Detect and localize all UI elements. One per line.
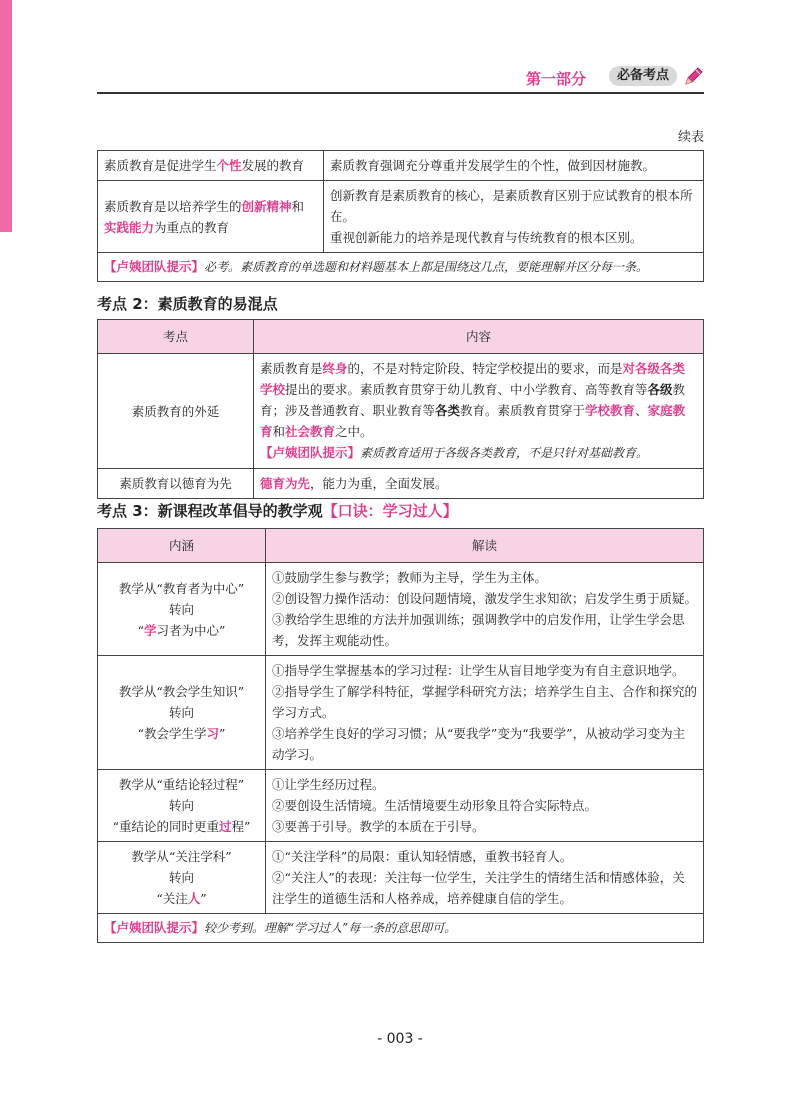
tip-label: 【卢姨团队提示】	[260, 445, 361, 460]
table-cell: 教学从“教会学生知识” 转向 “教会学生学习”	[98, 656, 266, 770]
tip-cell	[98, 914, 704, 943]
table-cell	[266, 770, 704, 842]
table-cell: 素质教育是促进学生个性发展的教育	[98, 151, 324, 181]
list-item: ①让学生经历过程。	[272, 777, 385, 792]
side-tab	[0, 0, 12, 232]
table-header-row	[98, 529, 704, 563]
table-cell: 创新教育是素质教育的核心，是素质教育区别于应试教育的根本所在。 重视创新能力的培养是现代教育与传统教育的根本区别。	[324, 181, 704, 253]
table-row	[98, 181, 704, 253]
tip-text: 较少考到。理解“学习过人”每一条的意思即可。	[204, 921, 457, 935]
list-item: ③教给学生思维的方法并加强训练；强调教学中的启发作用，让学生学会思考，发挥主观能动性。	[272, 612, 685, 648]
page-header	[97, 66, 704, 90]
list-item: ①“关注学科”的局限：重认知轻情感，重教书轻育人。	[272, 849, 573, 864]
mnemonic: 【口诀：学习过人】	[322, 502, 458, 520]
section-badge: 必备考点	[609, 66, 677, 86]
page-number: - 003 -	[377, 1031, 423, 1047]
part-title: 第一部分	[525, 70, 586, 88]
table-cell	[266, 842, 704, 914]
list-item: ①鼓励学生参与教学；教师为主导，学生为主体。	[272, 570, 548, 585]
list-item: ③要善于引导。教学的本质在于引导。	[272, 819, 485, 834]
list-item: ②“关注人”的表现：关注每一位学生，关注学生的情绪生活和情感体验，关注学生的道德生活和人格养成，培养健康自信的学生。	[272, 870, 685, 906]
tip-label: 【卢姨团队提示】	[104, 259, 205, 274]
tip-cell	[98, 253, 704, 282]
table-cell: 素质教育是终身的，不是对特定阶段、特定学校提出的要求，而是对各级各类学校提出的要求。素质教育贯穿于幼儿教育、中小学教育、高等教育等各级教育；涉及普通教育、职业教育等各类教育。素质教育贯穿于学校教育、家庭教育和社会教育之中。 【卢姨团队提示】素质教育适用于各级各类教育，不是只针对基础教育。	[254, 354, 704, 469]
tip-row	[98, 253, 704, 282]
table-cell: 素质教育以德育为先	[98, 469, 254, 499]
tip-row	[98, 914, 704, 943]
list-item: ②创设智力操作活动：创设问题情境，激发学生求知欲；启发学生勇于质疑。	[272, 591, 698, 606]
list-item: ②指导学生了解学科特征，掌握学科研究方法；培养学生自主、合作和探究的学习方式。	[272, 684, 698, 720]
table-cell: 德育为先，能力为重，全面发展。	[254, 469, 704, 499]
table-cell: 素质教育强调充分尊重并发展学生的个性，做到因材施教。	[324, 151, 704, 181]
table-header-row	[98, 320, 704, 354]
table-cell: 教学从“关注学科” 转向 “关注人”	[98, 842, 266, 914]
section-title: 考点 3：新课程改革倡导的教学观【口诀：学习过人】	[97, 502, 458, 520]
list-item: ②要创设生活情境。生活情境要生动形象且符合实际特点。	[272, 798, 598, 813]
column-header: 内涵	[98, 529, 266, 563]
column-header: 考点	[98, 320, 254, 354]
table-cell	[266, 656, 704, 770]
table-row	[98, 151, 704, 181]
table-section2	[97, 319, 704, 499]
table-row	[98, 469, 704, 499]
tip-label: 【卢姨团队提示】	[104, 920, 205, 935]
tip-text: 素质教育适用于各级各类教育，不是只针对基础教育。	[360, 446, 649, 460]
header-rule	[97, 92, 704, 94]
table-section3	[97, 528, 704, 943]
table-row	[98, 656, 704, 770]
column-header: 解读	[266, 529, 704, 563]
table-cell: 素质教育是以培养学生的创新精神和 实践能力为重点的教育	[98, 181, 324, 253]
tip-text: 必考。素质教育的单选题和材料题基本上都是围绕这几点，要能理解并区分每一条。	[204, 260, 649, 274]
pencil-icon	[682, 66, 704, 88]
table-row	[98, 563, 704, 656]
continued-label: 续表	[677, 130, 704, 145]
table-row	[98, 354, 704, 469]
table-cell	[266, 563, 704, 656]
table-row	[98, 842, 704, 914]
column-header: 内容	[254, 320, 704, 354]
table-row	[98, 770, 704, 842]
table-cell: 教学从“教育者为中心” 转向 “学习者为中心”	[98, 563, 266, 656]
table-cell: 素质教育的外延	[98, 354, 254, 469]
table-cell: 教学从“重结论轻过程” 转向 “重结论的同时更重过程”	[98, 770, 266, 842]
list-item: ①指导学生掌握基本的学习过程：让学生从盲目地学变为有自主意识地学。	[272, 663, 685, 678]
list-item: ③培养学生良好的学习习惯；从“要我学”变为“我要学”，从被动学习变为主动学习。	[272, 726, 686, 762]
table-continued	[97, 150, 704, 282]
section-title: 考点 2：素质教育的易混点	[97, 295, 278, 313]
